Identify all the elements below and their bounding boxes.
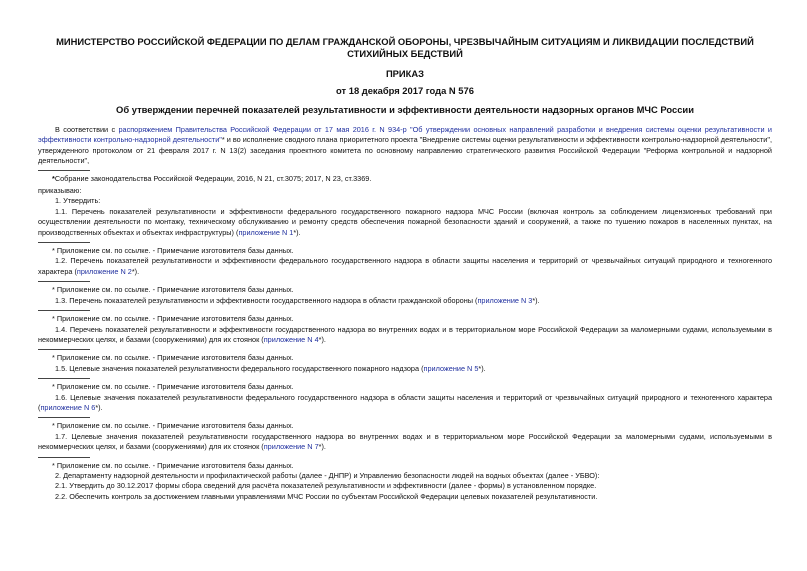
footnote-marker: * — [52, 173, 55, 183]
list-item-1-6: 1.6. Целевые значения показателей результативности федерального государственного надзора в области защиты населения и территорий от чрезвычайных ситуаций природного и техногенного характера (приложение N 6*). — [38, 392, 772, 412]
footnote-divider — [38, 281, 90, 282]
appendix-3-link[interactable]: приложение N 3 — [477, 295, 533, 305]
appendix-4-link[interactable]: приложение N 4 — [263, 334, 319, 344]
footnote-note: * Приложение см. по ссылке. - Примечание изготовителя базы данных. — [52, 421, 294, 431]
footnote-note: * Приложение см. по ссылке. - Примечание изготовителя базы данных. — [52, 460, 294, 470]
order-title: Об утверждении перечней показателей результативности и эффективности деятельности надзорных органов МЧС России — [116, 104, 694, 115]
footnote-source: *Собрание законодательства Российской Федерации, 2016, N 21, ст.3075; 2017, N 23, ст.3369. — [52, 173, 372, 183]
list-item-1-5: 1.5. Целевые значения показателей результативности федерального государственного пожарного надзора (приложение N 5*). — [55, 363, 486, 373]
appendix-6-link[interactable]: приложение N 6 — [40, 402, 96, 412]
footnote-note: * Приложение см. по ссылке. - Примечание изготовителя базы данных. — [52, 382, 294, 392]
footnote-divider — [38, 378, 90, 379]
section-2-1: 2.1. Утвердить до 30.12.2017 формы сбора сведений для расчёта показателей результативности и эффективности (далее - формы) в установленном порядке. — [55, 481, 597, 491]
footnote-note: * Приложение см. по ссылке. - Примечание изготовителя базы данных. — [52, 353, 294, 363]
preamble-text-1: В соответствии с — [55, 125, 119, 134]
footnote-divider — [38, 349, 90, 350]
government-order-link[interactable]: распоряжением Правительства Российской Федерации от 17 мая 2016 г. N 934-р "Об утверждении основных направлений разработки и внедрения системы оценки результативности и эффективности контрольно-надзорной деятельности" — [38, 125, 772, 145]
appendix-7-link[interactable]: приложение N 7 — [263, 442, 319, 452]
appendix-2-link[interactable]: приложение N 2 — [76, 266, 132, 276]
footnote-note: * Приложение см. по ссылке. - Примечание изготовителя базы данных. — [52, 314, 294, 324]
section-2-2: 2.2. Обеспечить контроль за достижением главными управлениями МЧС России по субъектам Российской Федерации целевых показателей результативности. — [55, 491, 598, 501]
document-body — [38, 125, 772, 502]
ministry-title: МИНИСТЕРСТВО РОССИЙСКОЙ ФЕДЕРАЦИИ ПО ДЕЛАМ ГРАЖДАНСКОЙ ОБОРОНЫ, ЧРЕЗВЫЧАЙНЫМ СИТУАЦИЯМ И ЛИКВИДАЦИИ ПОСЛЕДСТВИЙ СТИХИЙНЫХ БЕДСТВИЙ — [56, 36, 754, 59]
orders-label: приказываю: — [38, 186, 82, 196]
appendix-5-link[interactable]: приложение N 5 — [423, 363, 479, 373]
approve-label: 1. Утвердить: — [55, 196, 101, 206]
list-item-1-1: 1.1. Перечень показателей результативности и эффективности федерального государственного пожарного надзора МЧС России (включая контроль за соблюдением лицензионных требований при осуществлении деятельности по монтажу, техническому обслуживанию и ремонту средств обеспечения пожарной безопасности зданий и сооружений, а также по тушению пожаров в населенных пунктах, на производственных объектах и объектах инфраструктуры) (приложение N 1*). — [38, 206, 772, 237]
list-item-1-4: 1.4. Перечень показателей результативности и эффективности государственного надзора во внутренних водах и в территориальном море Российской Федерации за маломерными судами, используемыми в некоммерческих целях, и базами (сооружениями) для их стоянок (приложение N 4*). — [38, 324, 772, 344]
preamble-text-2: * и во исполнение сводного плана приоритетного проекта "Внедрение системы оценки результативности и эффективности контрольно-надзорной деятельности", утвержденного протоколом от 21 февраля 2017 г. N 13(2) заседания проектного комитета по основному направлению стратегического развития Российской Федерации "Реформа контрольной и надзорной деятельности", — [38, 135, 772, 166]
section-2: 2. Департаменту надзорной деятельности и профилактической работы (далее - ДНПР) и Управлению безопасности людей на водных объектах (далее - УБВО): — [55, 470, 600, 480]
list-item-1-3: 1.3. Перечень показателей результативности и эффективности государственного надзора в области гражданской обороны (приложение N 3*). — [55, 295, 540, 305]
list-item-1-7: 1.7. Целевые значения показателей результативности государственного надзора во внутренних водах и в территориальном море Российской Федерации за маломерными судами, используемыми в некоммерческих целях, и базами (сооружениями) для их стоянок (приложение N 7*). — [38, 431, 772, 452]
document-type: ПРИКАЗ — [385, 68, 425, 79]
appendix-1-link[interactable]: приложение N 1 — [238, 227, 294, 237]
footnote-divider — [38, 242, 90, 243]
footnote-divider — [38, 417, 90, 418]
footnote-divider — [38, 310, 90, 311]
footnote-note: * Приложение см. по ссылке. - Примечание изготовителя базы данных. — [52, 246, 294, 256]
list-item-1-2: 1.2. Перечень показателей результативности и эффективности федерального государственного надзора в области защиты населения и территорий от чрезвычайных ситуаций природного и техногенного характера (приложение N 2*). — [38, 256, 772, 276]
footnote-divider — [38, 457, 90, 458]
footnote-note: * Приложение см. по ссылке. - Примечание изготовителя базы данных. — [52, 285, 294, 295]
order-date-number: от 18 декабря 2017 года N 576 — [336, 85, 474, 96]
footnote-divider — [38, 170, 90, 171]
preamble — [38, 125, 772, 167]
